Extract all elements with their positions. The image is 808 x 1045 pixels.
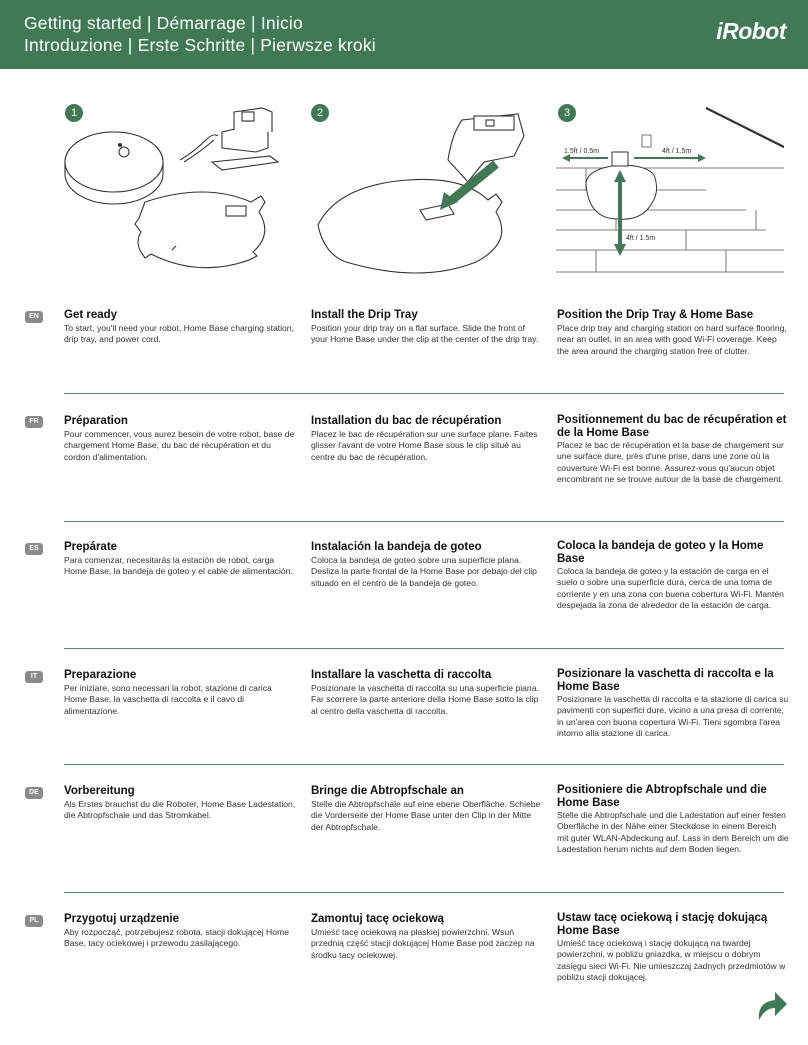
dimension-down-label: 4ft / 1.5m (626, 235, 656, 242)
es-step3-body: Coloca la bandeja de goteo y la estación de carga en el suelo o sobre una superficie dura, cerca de una toma de corriente y en una zona con buena cobertura Wi-Fi. Mantén despejada la zona de alrededor de la estación de carga. (557, 566, 784, 611)
lang-badge-es: ES (25, 543, 43, 555)
en-step1-title: Get ready (64, 309, 118, 321)
header-title-line-1: Getting started | Démarrage | Inicio (24, 13, 303, 33)
next-page-arrow-icon[interactable] (755, 988, 787, 1022)
pl-step1-body: Aby rozpocząć, potrzebujesz robota, stacji dokującej Home Base, tacy ociekowej i przewodu zasilającego. (64, 927, 289, 949)
it-step1-body: Per iniziare, sono necessari la robot, stazione di carica Home Base, la vaschetta di raccolta e il cavo di alimentazione. (64, 683, 272, 716)
irobot-logo: iRobot (716, 18, 786, 44)
it-step2-body: Posizionare la vaschetta di raccolta su una superficie piana. Far scorrere la parte anteriore della Home Base sotto la clip al centro della vaschetta di raccolta. (311, 683, 539, 716)
en-step3-title: Position the Drip Tray & Home Base (557, 309, 754, 321)
lang-badge-de: DE (25, 787, 43, 799)
de-step2-title: Bringe die Abtropfschale an (311, 785, 464, 797)
de-step2-body: Stelle die Abtropfschale auf eine ebene Oberfläche. Schiebe die Vorderseite der Home Base unter den Clip in der Mitte der Abtropfschale. (311, 799, 541, 832)
de-step1-body: Als Erstes brauchst du die Roboter, Home Base Ladestation, die Abtropfschale und das Stromkabel. (64, 799, 296, 821)
pl-step3-body: Umieść tacę ociekową i stację dokującą na twardej powierzchni, w pobliżu gniazdka, w miejscu o dobrym zasięgu sieci Wi-Fi. Nie umieszczaj żadnych przedmiotów w pobliżu stacji dokującej. (557, 938, 786, 983)
en-step1-body: To start, you'll need your robot, Home Base charging station, drip tray, and power cord. (64, 323, 294, 345)
lang-badge-pl: PL (25, 915, 43, 927)
fr-step2-body: Placez le bac de récupération sur une surface plane. Faites glisser l'avant de votre Home Base sous le clip situé au centre du bac de récupération. (311, 429, 538, 462)
es-step1-body: Para comenzar, necesitarás la estación de robot, carga Home Base, la bandeja de goteo y el cable de alimentación. (64, 555, 293, 577)
fr-step2-title: Installation du bac de récupération (311, 415, 502, 427)
de-step1-title: Vorbereitung (64, 785, 135, 797)
de-step3-title: Positioniere die Abtropfschale und die Home Base (557, 784, 767, 809)
lang-badge-en: EN (25, 311, 43, 323)
lang-badge-fr: FR (25, 416, 43, 428)
pl-step1-title: Przygotuj urządzenie (64, 913, 180, 925)
step-number-1: 1 (65, 104, 83, 122)
it-step2-title: Installare la vaschetta di raccolta (311, 669, 492, 681)
pl-step2-body: Umieść tacę ociekową na płaskiej powierzchni. Wsuń przednią część stacji dokującej Home Base pod zaczep na środku tacy ociekowej. (311, 927, 535, 960)
es-step1-title: Prepárate (64, 541, 118, 553)
it-step3-title: Posizionare la vaschetta di raccolta e la Home Base (557, 668, 774, 693)
dimension-right-label: 4ft / 1.5m (662, 148, 692, 155)
dimension-left-label: 1.5ft / 0.5m (564, 148, 600, 155)
illustration-position-home-base (556, 100, 784, 275)
es-step2-body: Coloca la bandeja de goteo sobre una superficie plana. Desliza la parte frontal de la Home Base por debajo del clip situado en el centro de la bandeja de goteo. (311, 555, 537, 588)
section-divider (64, 648, 784, 649)
it-step3-body: Posizionare la vaschetta di raccolta e la stazione di carica su pavimenti con superfici dure, vicino a una presa di corrente, in un'area con buona copertura Wi-Fi. Tieni sgombra l'area intorno alla stazione di carica. (557, 694, 789, 739)
it-step1-title: Preparazione (64, 669, 137, 681)
fr-step1-body: Pour commencer, vous aurez besoin de votre robot, base de chargement Home Base, du bac de récupération et du cordon d'alimentation. (64, 429, 295, 462)
en-step2-title: Install the Drip Tray (311, 309, 418, 321)
header-title-line-2: Introduzione | Erste Schritte | Pierwsze kroki (24, 35, 376, 55)
fr-step3-title: Positionnement du bac de récupération et de la Home Base (557, 414, 787, 439)
step-number-2: 2 (311, 104, 329, 122)
es-step3-title: Coloca la bandeja de goteo y la Home Base (557, 540, 764, 565)
pl-step2-title: Zamontuj tacę ociekową (311, 913, 444, 925)
fr-step1-title: Préparation (64, 415, 128, 427)
illustration-robot-base-tray-cord (62, 100, 290, 275)
en-step2-body: Position your drip tray on a flat surface. Slide the front of your Home Base under the clip at the center of the drip tray. (311, 323, 539, 345)
fr-step3-body: Placez le bac de récupération et la base de chargement sur une surface dure, près d'une prise, dans une zone où la couverture Wi-Fi est bonne. Assurez-vous qu'aucun objet encombrant ne se trouve autour de la base de chargement. (557, 440, 784, 485)
illustration-install-drip-tray (308, 100, 536, 275)
section-divider (64, 521, 784, 522)
step-number-3: 3 (558, 104, 576, 122)
section-divider (64, 393, 784, 394)
section-divider (64, 764, 784, 765)
header-banner (0, 0, 808, 69)
en-step3-body: Place drip tray and charging station on hard surface flooring, near an outlet, in an area with good Wi-Fi coverage. Keep the area around the charging station free of clutter. (557, 323, 787, 356)
es-step2-title: Instalación la bandeja de goteo (311, 541, 482, 553)
section-divider (64, 892, 784, 893)
lang-badge-it: IT (25, 671, 43, 683)
pl-step3-title: Ustaw tacę ociekową i stację dokującą Home Base (557, 912, 768, 937)
de-step3-body: Stelle die Abtropfschale und die Ladestation auf einer festen Oberfläche in der Nähe einer Steckdose in einem Bereich mit guter WLAN-Abdeckung auf. Lass in dem Bereich um die Ladestation herum nichts auf dem Boden liegen. (557, 810, 789, 855)
